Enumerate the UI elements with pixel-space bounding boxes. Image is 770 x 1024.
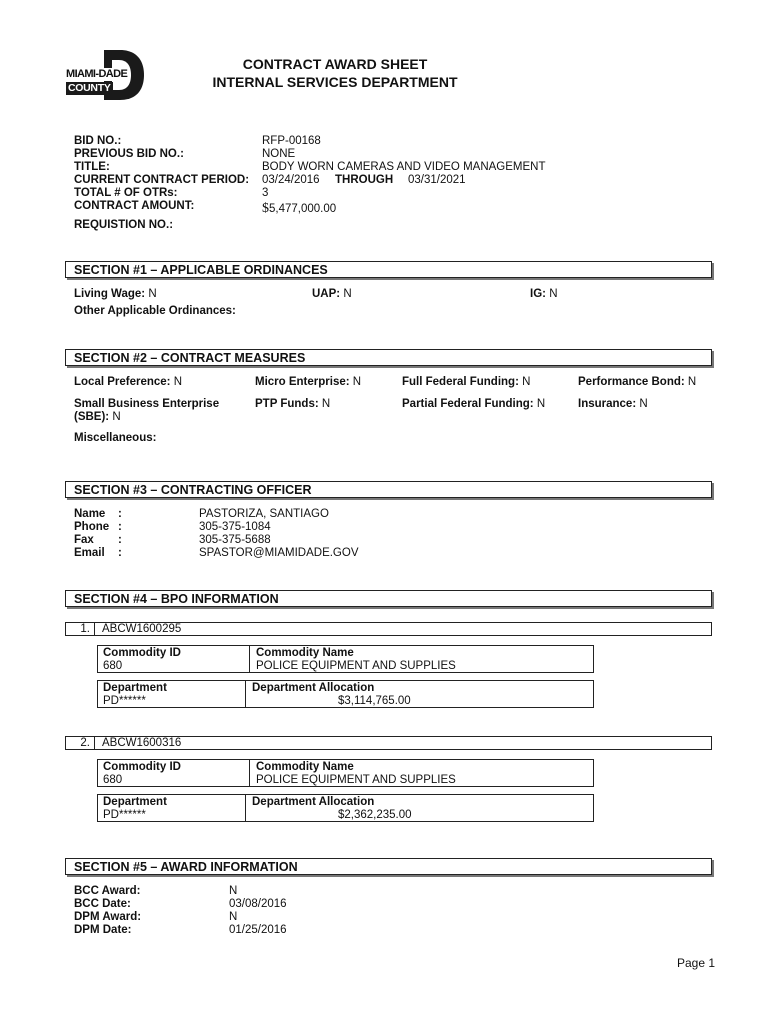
section3-heading: SECTION #3 – CONTRACTING OFFICER — [65, 481, 712, 498]
miami-dade-county-logo — [64, 48, 146, 102]
department-allocation-label: Department Allocation — [252, 796, 375, 808]
department-label: Department — [103, 796, 167, 808]
commodity-name-value: POLICE EQUIPMENT AND SUPPLIES — [256, 660, 456, 672]
page-title: CONTRACT AWARD SHEET — [242, 56, 428, 72]
performance-bond: Performance Bond: N — [578, 376, 697, 388]
contract-amount-label: CONTRACT AMOUNT: — [74, 200, 195, 212]
department-value: PD****** — [103, 809, 146, 821]
uap: UAP: N — [312, 288, 352, 300]
bid-no-value: RFP-00168 — [262, 135, 321, 147]
ptp-funds: PTP Funds: N — [255, 398, 331, 410]
sbe: (SBE): N — [74, 411, 121, 423]
dpm-award-value: N — [229, 911, 238, 923]
partial-federal-funding: Partial Federal Funding: N — [402, 398, 546, 410]
bpo-po-number: ABCW1600295 — [102, 623, 182, 635]
living-wage-value: N — [148, 288, 157, 300]
department-allocation-value: $2,362,235.00 — [338, 809, 412, 821]
commodity-name-label: Commodity Name — [256, 761, 354, 773]
contract-period-start: 03/24/2016 — [262, 174, 320, 186]
bcc-date-value: 03/08/2016 — [229, 898, 287, 910]
logo-text-miami-dade: MIAMI-DADE — [66, 68, 128, 80]
commodity-id-value: 680 — [103, 660, 123, 672]
ig-value: N — [549, 288, 558, 300]
commodity-id-label: Commodity ID — [103, 647, 181, 659]
officer-phone-label: Phone — [74, 521, 110, 533]
page-number: Page 1 — [677, 956, 716, 970]
officer-phone-value: 305-375-1084 — [199, 521, 271, 533]
contract-period-label: CURRENT CONTRACT PERIOD: — [74, 174, 250, 186]
through-label: THROUGH — [335, 174, 394, 186]
sbe-value: N — [112, 411, 121, 423]
logo-text-county: COUNTY — [68, 82, 111, 94]
colon: : — [118, 534, 122, 546]
bcc-date-label: BCC Date: — [74, 898, 131, 910]
commodity-box — [97, 645, 594, 673]
section4-heading: SECTION #4 – BPO INFORMATION — [65, 590, 712, 607]
otrs-label: TOTAL # OF OTRs: — [74, 187, 178, 199]
dpm-award-label: DPM Award: — [74, 911, 142, 923]
bcc-award-label: BCC Award: — [74, 885, 141, 897]
department-label: Department — [103, 682, 167, 694]
bpo-row — [65, 622, 712, 636]
sbe-label: Small Business Enterprise — [74, 398, 220, 410]
bid-no-label: BID NO.: — [74, 135, 122, 147]
bcc-award-value: N — [229, 885, 238, 897]
contract-amount — [262, 202, 336, 216]
currency-symbol: $ — [262, 201, 269, 216]
title-label: TITLE: — [74, 161, 110, 173]
insurance: Insurance: N — [578, 398, 648, 410]
section1-heading: SECTION #1 – APPLICABLE ORDINANCES — [65, 261, 712, 278]
officer-name-value: PASTORIZA, SANTIAGO — [199, 508, 329, 520]
miscellaneous-label: Miscellaneous: — [74, 432, 157, 444]
commodity-name-label: Commodity Name — [256, 647, 354, 659]
department-value: PD****** — [103, 695, 146, 707]
commodity-id-value: 680 — [103, 774, 123, 786]
uap-value: N — [343, 288, 352, 300]
previous-bid-label: PREVIOUS BID NO.: — [74, 148, 184, 160]
micro-enterprise: Micro Enterprise: N — [255, 376, 362, 388]
previous-bid-value: NONE — [262, 148, 296, 160]
officer-fax-value: 305-375-5688 — [199, 534, 271, 546]
title-value: BODY WORN CAMERAS AND VIDEO MANAGEMENT — [262, 161, 546, 173]
full-federal-funding: Full Federal Funding: N — [402, 376, 531, 388]
contract-amount-value: 5,477,000.00 — [269, 203, 337, 215]
contract-period-end: 03/31/2021 — [408, 174, 466, 186]
commodity-name-value: POLICE EQUIPMENT AND SUPPLIES — [256, 774, 456, 786]
otrs-value: 3 — [262, 187, 269, 199]
dpm-date-value: 01/25/2016 — [229, 924, 287, 936]
dpm-date-label: DPM Date: — [74, 924, 132, 936]
bpo-row — [65, 736, 712, 750]
page-subtitle: INTERNAL SERVICES DEPARTMENT — [212, 74, 458, 90]
living-wage: Living Wage: N — [74, 288, 157, 300]
requisition-label: REQUISTION NO.: — [74, 219, 174, 231]
bpo-po-number: ABCW1600316 — [102, 737, 182, 749]
bpo-number: 2. — [66, 737, 95, 749]
department-allocation-label: Department Allocation — [252, 682, 375, 694]
commodity-box — [97, 759, 594, 787]
department-box — [97, 680, 594, 708]
colon: : — [118, 521, 122, 533]
ig: IG: N — [530, 288, 558, 300]
officer-email-value: SPASTOR@MIAMIDADE.GOV — [199, 547, 359, 559]
colon: : — [118, 547, 122, 559]
section2-heading: SECTION #2 – CONTRACT MEASURES — [65, 349, 712, 366]
officer-fax-label: Fax — [74, 534, 94, 546]
officer-email-label: Email — [74, 547, 105, 559]
section5-heading: SECTION #5 – AWARD INFORMATION — [65, 858, 712, 875]
officer-name-label: Name — [74, 508, 106, 520]
colon: : — [118, 508, 122, 520]
local-preference: Local Preference: N — [74, 376, 183, 388]
other-ordinances-label: Other Applicable Ordinances: — [74, 305, 236, 317]
commodity-id-label: Commodity ID — [103, 761, 181, 773]
department-box — [97, 794, 594, 822]
department-allocation-value: $3,114,765.00 — [338, 695, 411, 707]
bpo-number: 1. — [66, 623, 95, 635]
